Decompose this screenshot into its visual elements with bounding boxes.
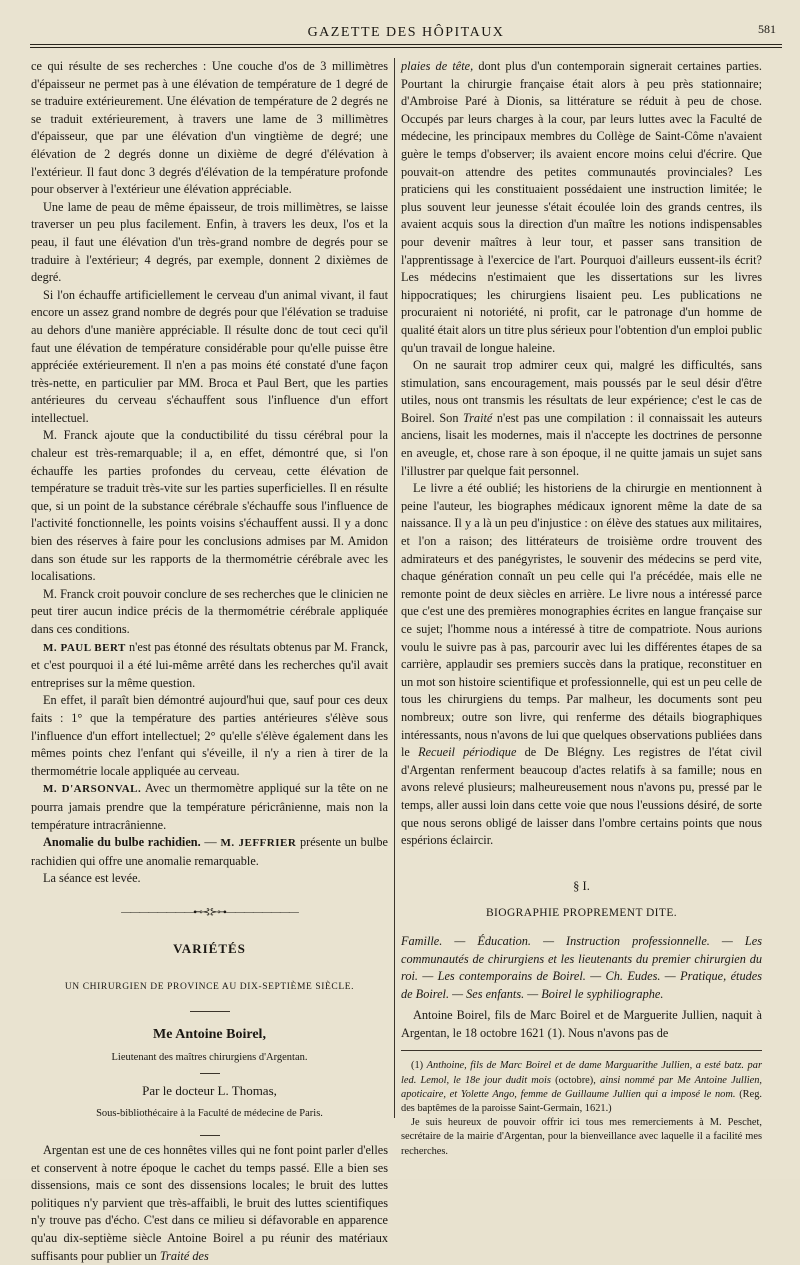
paragraph-text: n'est pas étonné des résultats obtenus par M. Franck, et c'est pourquoi il a été lui-même arrêté dans les recherches qu'il avait entreprises sur la même question. [31,639,388,690]
header-rule [30,44,782,45]
paragraph-text: Le livre a été oublié; les historiens de la chirurgie en mentionnent à peine l'auteur, les biographes médicaux ignorent même la date de sa naissance. Il y a là un peu d'injustice : on élève des statues aux militaires, et l'on a raison; des littérateurs de troisième ordre trouvent des admirateurs et des panégyristes, le souvenir des médecins se perd vite, chaque génération connaît un peu celle qui l'a précédée, mais elle ne remonte point de deux siècles en arrière. Le livre nous a intéressé parce que c'est une des premières monographies écrites en langue française sur ce sujet; l'homme nous a intéressé à titre de compatriote. Nous aurions voulu le suivre pas à pas, parcourir avec lui les différentes étapes de sa carrière, applaudir ses premiers succès dans la pratique, reconstituer en un mot son histoire scientifique et professionnelle, qui est un peu celle de tous les chirurgiens du temps. Par malheur, les documents sont peu nombreux; outre son livre, qui renferme des détails biographiques intéressants, nous n'avons de lui que quelques observations publiées dans le [401,481,762,760]
footnote-marker: (1) [411,1060,427,1072]
footnote: Je suis heureux de pouvoir offrir ici tous mes remerciements à M. Peschet, secrétaire de la mairie d'Argentan, pour la bienveillance avec laquelle il a facilité mes recherches. [401,1117,762,1157]
paragraph-text: Avec un thermomètre appliqué sur la tête on ne pourra jamais prendre que la température péricrânienne, mais non la température intracrânienne. [31,781,388,832]
paragraph [31,780,388,834]
article-subject-name: Me Antoine Boirel, [153,1026,266,1042]
paragraph: Antoine Boirel, fils de Marc Boirel et de Marguerite Jullien, naquit à Argentan, le 18 octobre 1621 (1). Nous n'avons pas de [401,1008,762,1040]
italic-text: Recueil périodique [409,745,517,760]
paragraph [31,834,388,870]
paragraph: La séance est levée. [43,871,141,886]
paragraph: En effet, il paraît bien démontré aujourd'hui que, sauf pour ces deux faits : 1° que la température des parties antérieures s'élève sous l'influence d'un effort intellectuel; 2° qu'elle s'élève également dans les mêmes points chez l'enfant qui s'éveille, il n'y a rien à tirer de la thermométrie locale appliquée au cerveau. [31,693,388,778]
right-column [401,58,762,1159]
paragraph: M. Franck croit pouvoir conclure de ses recherches que le clinicien ne peut tirer aucun indice précis de la thermométrie cérébrale appliquée dans ces conditions. [31,586,388,636]
footnote [401,1059,762,1116]
paragraph [31,1142,388,1265]
section-number: § I. [573,878,590,893]
section-title: BIOGRAPHIE PROPREMENT DITE. [485,907,678,920]
header-rule-double [30,47,782,48]
paragraph [31,639,388,693]
italic-text: Anthoine, fils de Marc Boirel et de dame Marguarithe Jullien, a esté batz. par led. Lemol, le 18e jour dudit mois [401,1060,762,1086]
paragraph-text: dont plus d'un contemporain signerait certaines parties. Pourtant la chirurgie française était alors à peu près stationnaire; d'Ambroise Paré à Dionis, sa littérature se réduit à peu de chose. Occupés par leurs charges à la cour, par leurs luttes avec la Faculté de médecine, les principaux membres du Collège de Saint-Côme n'avaient guère le temps d'observer; ils avaient encore moins celui d'écrire. Que pouvait-on attendre des petites communautés provinciales? Les praticiens qui les constituaient possédaient une instruction limitée; le plus souvent leur jeunesse s'était écoulée loin des grands centres, ils avaient acquis sous la direction d'un maître les notions indispensables pour devenir maîtres à leur tour, et passer sans transition de l'apprentissage à l'exercice de l'art. Pourquoi d'ailleurs eussent-ils écrit? Les médecins n'estimaient que les dissertations sur les livres hippocratiques; les chirurgiens lisaient peu. Les publications ne procuraient ni notoriété, ni profit, car le patronage d'un homme de qualité était alors un titre plus sérieux pour l'obtention d'un emploi public qu'un travail de longue haleine. [401,59,763,355]
dash: — [200,835,221,850]
speaker-name: M. JEFFRIER [220,837,297,850]
italic-text: Traité des [156,1248,209,1263]
paragraph-text: de De Blégny. Les registres de l'état civil d'Argentan renferment beaucoup d'actes relatifs à sa famille; nous en avons relevé plusieurs; malheureusement nous n'avons pu, pressé par le temps, aller aussi loin dans cette voie que nous l'eussions désiré, de sorte que nous serons obligé de laisser dans l'ombre certains points que nous espérions éclaircir. [401,745,763,848]
page-header [30,22,782,44]
author-affiliation: Sous-bibliothécaire à la Faculté de médecine de Paris. [96,1108,323,1120]
footnote-text: (Reg. des baptêmes de la paroisse Saint-Germain, 1621.) [401,1088,762,1115]
paragraph-text: Argentan est une de ces honnêtes villes qui ne font point parler d'elles et conservent à notre époque le cachet du temps passé. Elle a bien ses dissensions, mais ce sont des dissensions locales; le bruit des luttes politiques n'y parvient que très-affaibli, le bruit des luttes scientifiques n'y trouve pas d'écho. C'est dans ce milieu si défavorable en apparence qu'au dix-septième siècle Antoine Boirel a pu réunir des matériaux suffisants pour publier un [31,1143,388,1263]
short-rule [200,1073,220,1074]
speaker-name: M. D'ARSONVAL. [43,783,142,796]
topic-title: Anomalie du bulbe rachidien. [43,835,201,850]
section-heading: VARIÉTÉS [173,940,246,956]
journal-title: GAZETTE DES HÔPITAUX [307,25,505,40]
paragraph: Une lame de peau de même épaisseur, de trois millimètres, se laisse traverser un peu plus facilement. Enfin, à travers les deux, l'os et la peau, il faut une élévation d'un très-grand nombre de degrés pour se traduire à l'extérieur; 4 degrés, par exemple, donnent 2 dixièmes de degré. [31,199,388,285]
italic-text: ainsi nommé par Me Antoine Jullien, apoticaire, et Yolette Ango, femme de Guillaume Jullien qui a imposé le nom. [401,1074,763,1100]
paragraph-text: présente un bulbe rachidien qui offre une anomalie remarquable. [31,835,388,868]
footnote-text: (octobre), [550,1074,596,1086]
paragraph: ce qui résulte de ses recherches : Une couche d'os de 3 millimètres d'épaisseur ne permet pas à une élévation de température de 1 degré de se traduire extérieurement. Une élévation de température de 2 degrés ne se traduit extérieurement, à travers une lame de 3 millimètres d'épaisseur, que par une élévation d'un vingtième de degré; une élévation de 2 degrés donne un dixième de degré d'élévation à l'extérieur. Il faut donc 3 degrés d'élévation de la température profonde pour observer à l'extérieur une élévation appréciable. [31,59,388,197]
paragraph [401,480,762,849]
column-divider [394,58,395,1118]
ornament-divider: ————————⊷⊰⊱⊶———————— [121,906,298,918]
paragraph-text: On ne saurait trop admirer ceux qui, malgré les difficultés, sans stimulation, sans encouragement, mais poussés par le seul désir d'être utiles, nous ont transmis les résultats de leur expérience; c'est le cas de Boirel. Son [401,358,762,425]
article-subtitle: UN CHIRURGIEN DE PROVINCE AU DIX-SEPTIÈME SIÈCLE. [64,982,355,993]
article-author: Par le docteur L. Thomas, [142,1082,277,1098]
speaker-name: M. PAUL BERT [43,641,126,654]
left-column [31,58,388,1265]
short-rule [190,1011,230,1012]
subject-role: Lieutenant des maîtres chirurgiens d'Argentan. [111,1052,308,1064]
short-rule [200,1135,220,1136]
paragraph: M. Franck ajoute que la conductibilité du tissu cérébral pour la chaleur est très-remarquable; il a, en effet, démontré que, si l'on échauffe les parties profondes du cerveau, cette élévation de température se traduit très-vite sur les parties superficielles. Il en résulte que, si un point de la substance cérébrale s'échauffe sous l'influence de l'activité fonctionnelle, les points voisins s'échauffent aussi. Il y a donc bien des réserves à faire pour les conclusions admises par M. Amidon dans son étude sur les rapports de la thermométrie cérébrale avec les localisations. [31,428,388,584]
page-number: 581 [758,22,776,36]
footnotes [401,1050,762,1158]
italic-text: plaies de tête, [401,59,474,73]
paragraph [401,357,762,480]
section-summary: Famille. — Éducation. — Instruction professionnelle. — Les communautés de chirurgiens et les lieutenants du premier chirurgien du roi. — Les contemporains de Boirel. — Ch. Eudes. — Pratique, études de Boirel. — Ses enfants. — Boirel le syphiliographe. [401,933,762,1001]
italic-text: Traité [458,410,493,425]
paragraph-text: n'est pas une compilation : il connaissait les auteurs anciens, lisait les modernes, mais il n'accepte les doctrines de personne en aveugle, et, chose rare à son époque, il ne quitte jamais un sujet sans l'illustrer par quelque fait personnel. [401,410,762,478]
paragraph [401,58,762,357]
paragraph: Si l'on échauffe artificiellement le cerveau d'un animal vivant, il faut encore un assez grand nombre de degrés pour que l'élévation se traduise au dehors d'une manière appréciable. Il résulte donc de tout ceci qu'il faut une élévation de température considérable pour qu'elle puisse être appréciée extérieurement. Il n'en a pas moins été constaté d'une façon très-nette, en particulier par MM. Broca et Paul Bert, que les parties antérieures du cerveau s'échauffent sous l'influence d'un effort intellectuel. [31,287,388,425]
spacer [401,850,762,872]
